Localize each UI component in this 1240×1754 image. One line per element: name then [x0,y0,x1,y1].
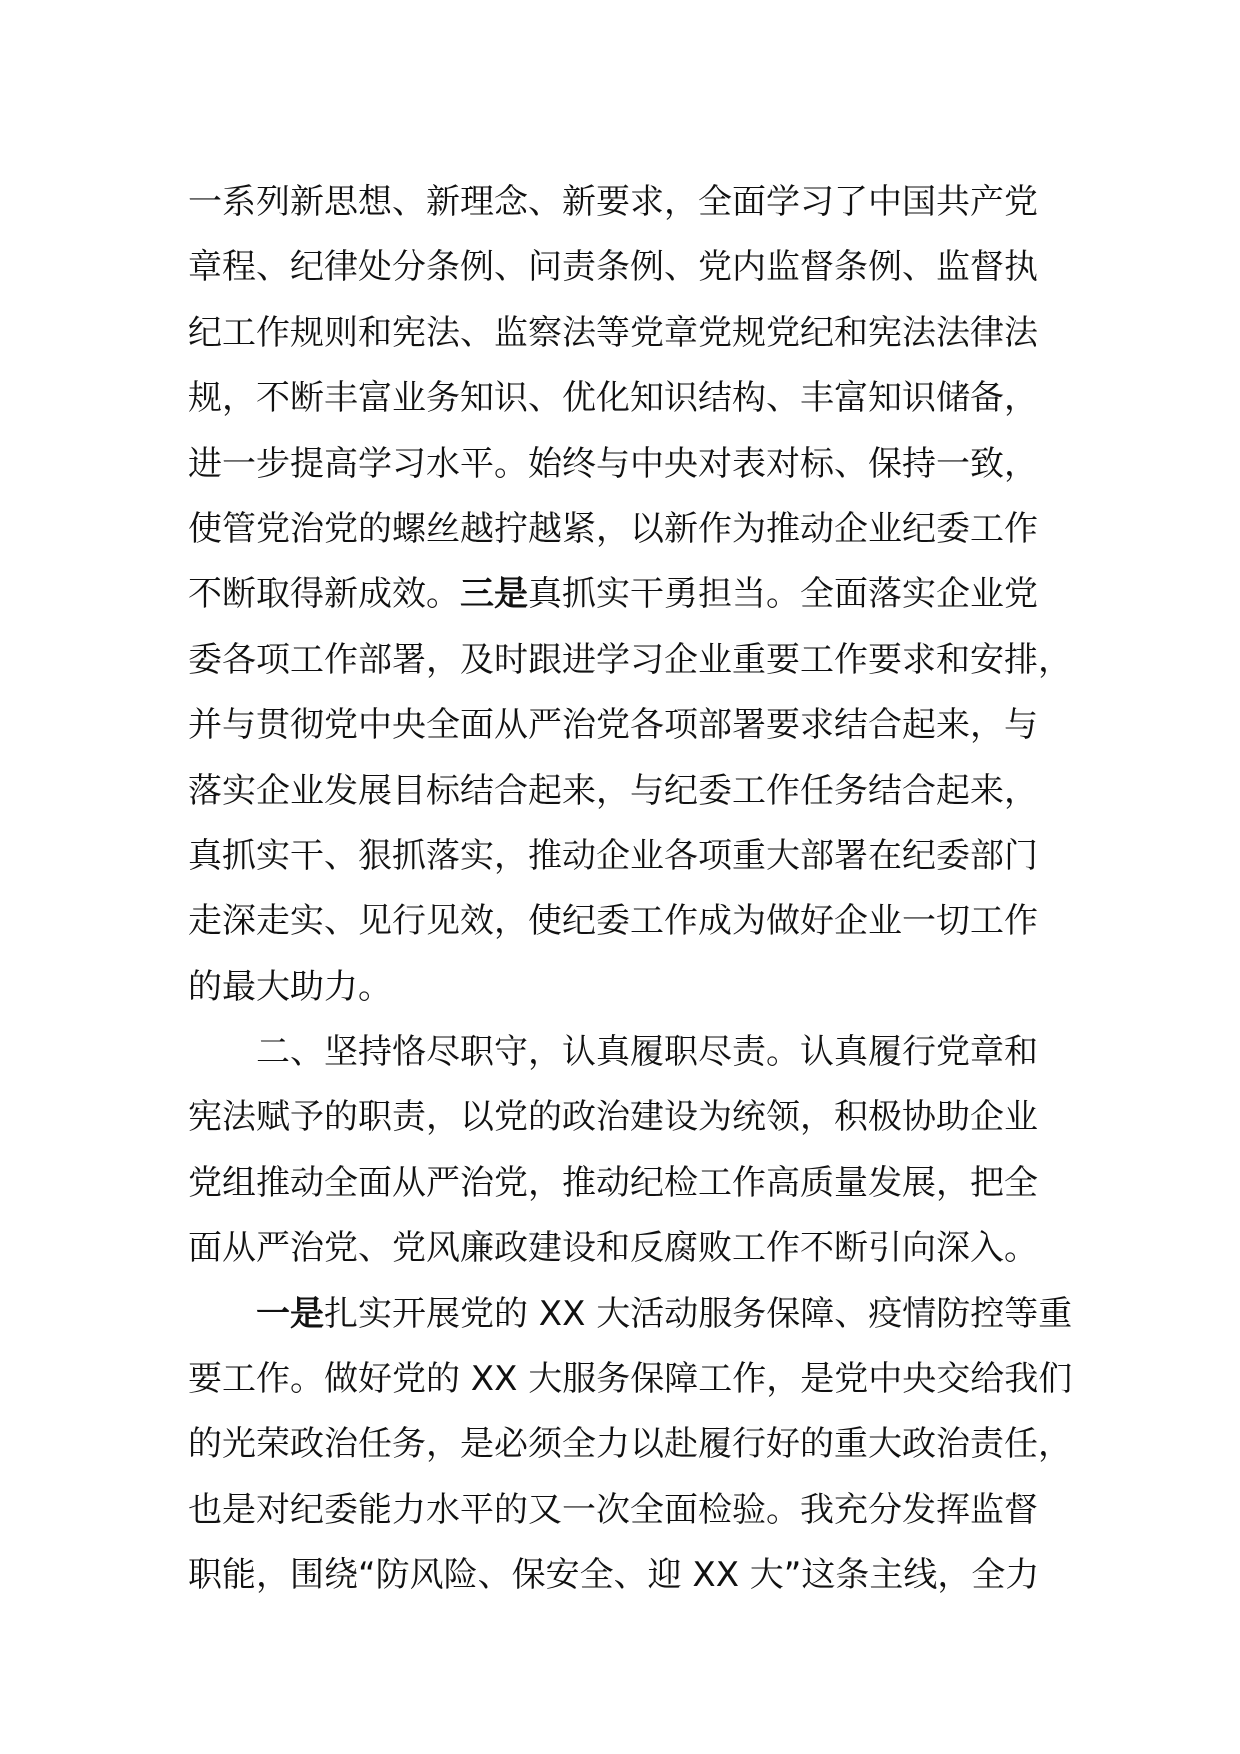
bold-run: 一是 [256,1293,324,1334]
text-line [188,889,1068,954]
text-line [188,1478,1068,1543]
text-line [188,562,1068,627]
text-run: 宪法赋予的职责，以党的政治建设为统领，积极协助企业 [188,1097,1038,1138]
text-line [188,955,1068,1020]
text-line [188,301,1068,366]
text-line [188,1216,1068,1281]
text-run: 真抓实干、狠抓落实，推动企业各项重大部署在纪委部门 [188,835,1038,876]
text-line [188,366,1068,431]
text-line [188,1543,1068,1608]
text-line [188,1282,1073,1347]
text-line [188,1347,1073,1412]
text-line [188,497,1068,562]
text-run: 职能，围绕“防风险、保安全、迎 XX 大”这条主线，全力 [188,1555,1040,1596]
text-run: 进一步提高学习水平。始终与中央对表对标、保持一致， [188,443,1038,484]
text-run: 并与贯彻党中央全面从严治党各项部署要求结合起来，与 [188,705,1038,746]
text-run: 真抓实干勇担当。全面落实企业党 [528,574,1038,615]
text-run: 面从严治党、党风廉政建设和反腐败工作不断引向深入。 [188,1228,1038,1269]
text-line [188,824,1068,889]
text-line [188,759,1068,824]
text-run: 纪工作规则和宪法、监察法等党章党规党纪和宪法法律法 [188,312,1038,353]
text-run: 使管党治党的螺丝越拧越紧，以新作为推动企业纪委工作 [188,508,1038,549]
body-text [188,170,1073,1609]
text-line [188,235,1068,300]
text-run: 党组推动全面从严治党，推动纪检工作高质量发展，把全 [188,1162,1038,1203]
text-line [188,1151,1068,1216]
text-line [188,1085,1068,1150]
text-line [188,170,1068,235]
text-run: 也是对纪委能力水平的又一次全面检验。我充分发挥监督 [188,1489,1038,1530]
text-line [188,693,1068,758]
text-line [188,1412,1072,1477]
text-run: 的最大助力。 [188,966,392,1007]
text-run: 不断取得新成效。 [188,574,460,615]
text-run: 章程、纪律处分条例、问责条例、党内监督条例、监督执 [188,247,1038,288]
text-run: 的光荣政治任务，是必须全力以赴履行好的重大政治责任， [188,1424,1072,1465]
text-line [188,1020,1068,1085]
text-run: 走深走实、见行见效，使纪委工作成为做好企业一切工作 [188,901,1038,942]
text-run: 规，不断丰富业务知识、优化知识结构、丰富知识储备， [188,378,1038,419]
text-run: 一系列新思想、新理念、新要求，全面学习了中国共产党 [188,182,1038,222]
text-line [188,628,1072,693]
text-run: 要工作。做好党的 XX 大服务保障工作，是党中央交给我们 [188,1359,1073,1400]
bold-run: 三是 [460,574,528,615]
text-run: 扎实开展党的 XX 大活动服务保障、疫情防控等重 [324,1293,1073,1334]
text-run: 委各项工作部署，及时跟进学习企业重要工作要求和安排， [188,639,1072,680]
text-line [188,432,1068,497]
text-run: 二、坚持恪尽职守，认真履职尽责。认真履行党章和 [256,1032,1038,1073]
text-run: 落实企业发展目标结合起来，与纪委工作任务结合起来， [188,770,1038,811]
